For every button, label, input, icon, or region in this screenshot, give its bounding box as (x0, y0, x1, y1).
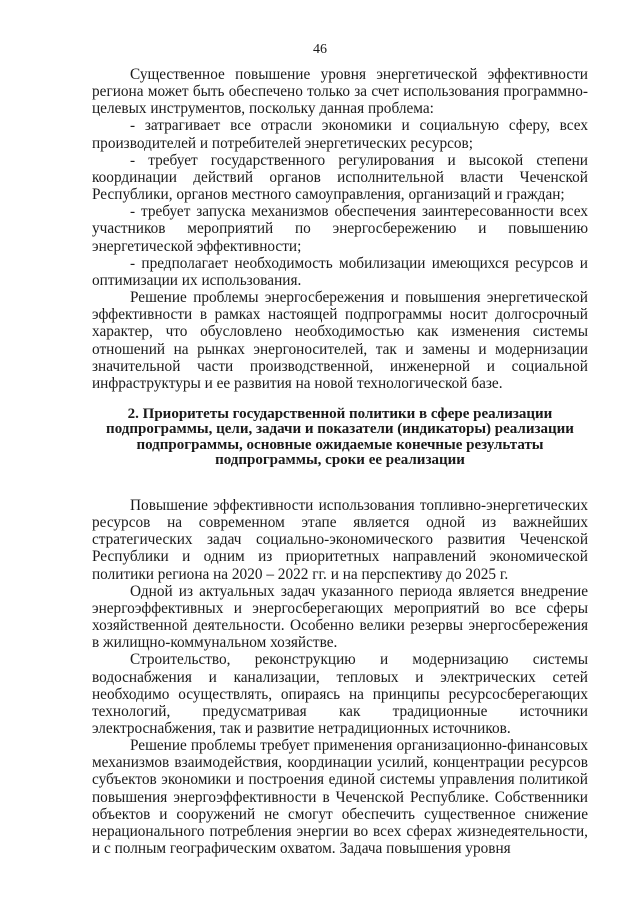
page-content (92, 66, 588, 857)
paragraph-long-term-solution: Решение проблемы энергосбережения и повышения энергетической эффективности в рамках настоящей подпрограммы носит долгосрочный характер, что обусловлено необходимостью как изменения системы отношений на рынках энергоносителей, так и замены и модернизации значительной части производственной, инженерной и социальной инфраструктуры и ее развития на новой технологической базе. (92, 289, 588, 392)
heading-spacer (92, 469, 588, 497)
bullet-item-economy: - затрагивает все отрасли экономики и социальную сферу, всех производителей и потребителей энергетических ресурсов; (92, 117, 588, 152)
paragraph-mechanisms: Решение проблемы требует применения организационно-финансовых механизмов взаимодействия, координации усилий, концентрации ресурсов субъектов экономики и построения единой системы управления политикой повышения энергоэффективности в Чеченской Республике. Собственники объектов и сооружений не смогут обеспечить существенное снижение нерационального потребления энергии во всех сферах жизнедеятельности, и с полным географическим охватом. Задача повышения уровня (92, 737, 588, 858)
section-heading: 2. Приоритеты государственной политики в сфере реализации подпрограммы, цели, задачи и показатели (индикаторы) реализации подпрограммы, основные ожидаемые конечные результаты подпрограммы, сроки ее реализации (106, 405, 574, 469)
paragraph-tasks: Одной из актуальных задач указанного периода является внедрение энергоэффективных и энергосберегающих мероприятий во все сферы хозяйственной деятельности. Особенно велики резервы энергосбережения в жилищно-коммунальном хозяйстве. (92, 582, 588, 652)
page-number: 46 (313, 42, 327, 57)
paragraph-efficiency: Повышение эффективности использования топливно-энергетических ресурсов на современном этапе является одной из важнейших стратегических задач социально-экономического развития Чеченской Республики и одним из приоритетных направлений экономической политики региона на 2020 – 2022 гг. и на перспективу до 2025 г. (92, 496, 588, 583)
bullet-item-regulation: - требует государственного регулирования и высокой степени координации действий органов исполнительной власти Чеченской Республики, органов местного самоуправления, организаций и граждан; (92, 151, 588, 204)
bullet-item-mobilization: - предполагает необходимость мобилизации имеющихся ресурсов и оптимизации их использования. (92, 254, 588, 289)
paragraph-intro: Существенное повышение уровня энергетической эффективности региона может быть обеспечено только за счет использования программно-целевых инструментов, поскольку данная проблема: (92, 66, 588, 118)
bullet-item-interest-mechanisms: - требует запуска механизмов обеспечения заинтересованности всех участников мероприятий по энергосбережению и повышению энергетической эффективности; (92, 203, 588, 255)
paragraph-construction: Строительство, реконструкцию и модернизацию системы водоснабжения и канализации, тепловых и электрических сетей необходимо осуществлять, опираясь на принципы ресурсосберегающих технологий, предусматривая как традиционные источники электроснабжения, так и развитие нетрадиционных источников. (92, 651, 588, 737)
